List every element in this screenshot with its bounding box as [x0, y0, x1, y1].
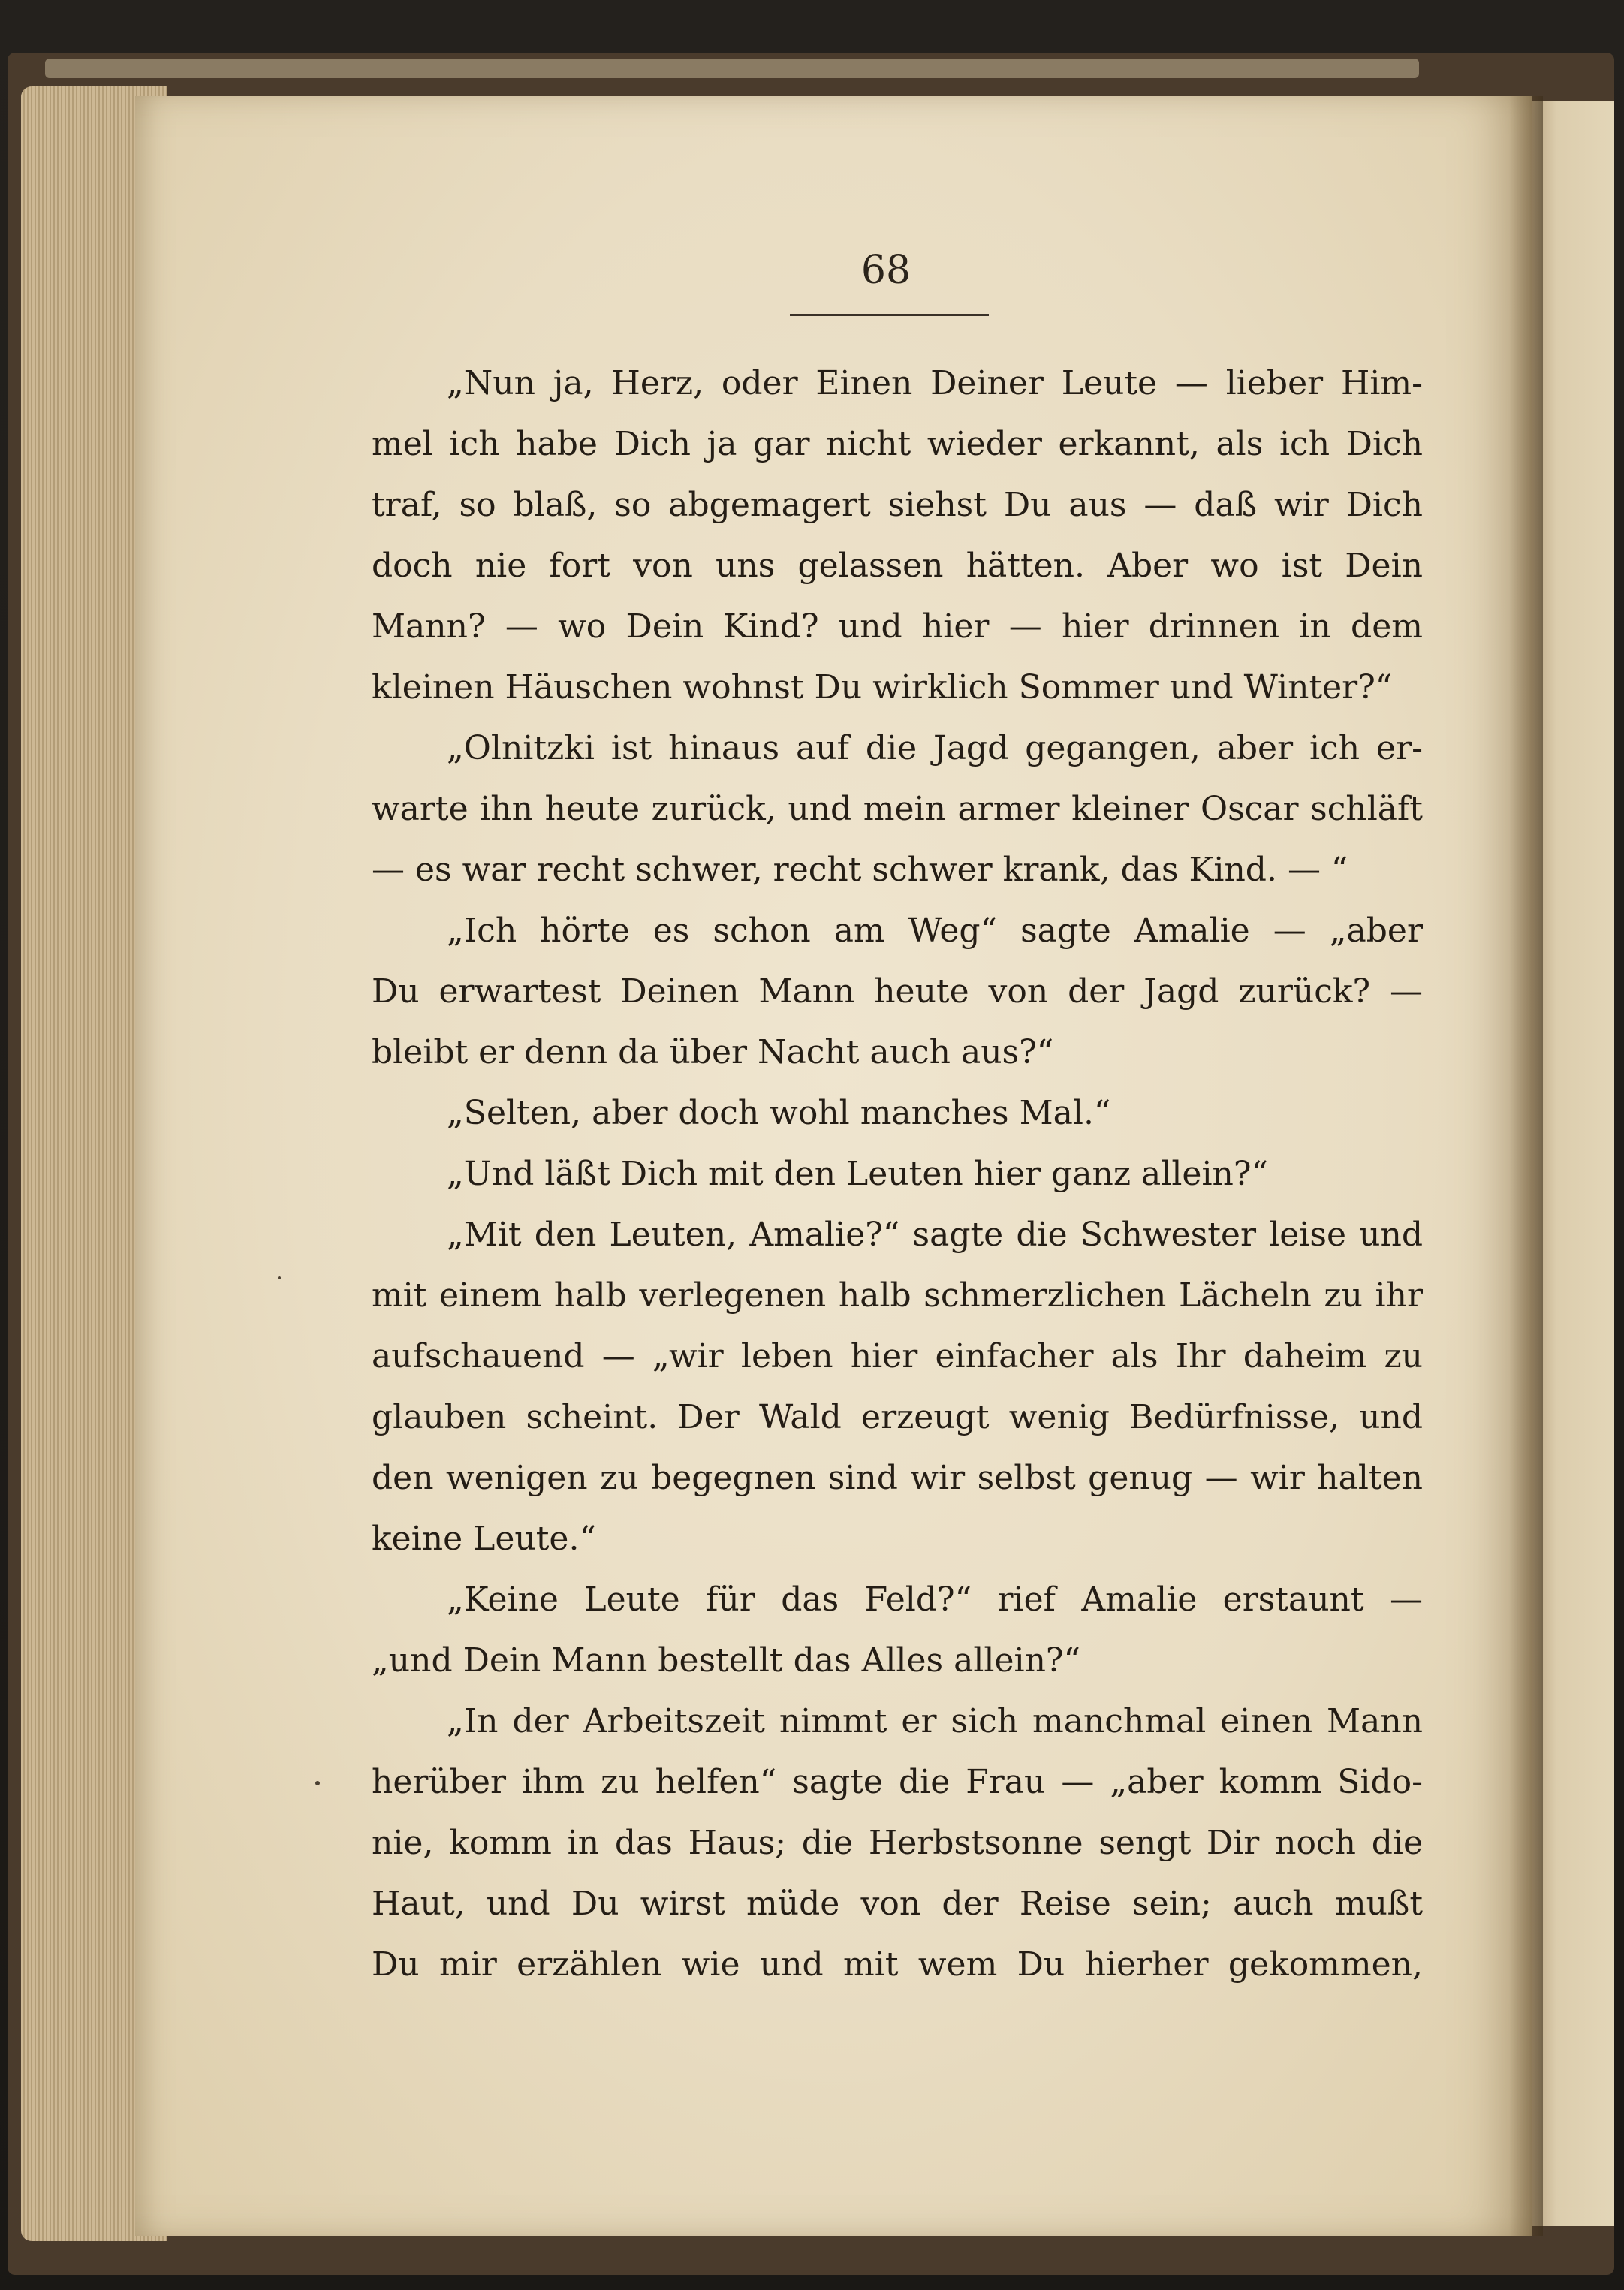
text-line: herüber ihm zu helfen“ sagte die Frau — „aber komm Sido- — [372, 1763, 1423, 1801]
text-line: nie, komm in das Haus; die Herbstsonne sengt Dir noch die — [372, 1824, 1423, 1862]
text-line: mit einem halb verlegenen halb schmerzlichen Lächeln zu ihr — [372, 1276, 1423, 1315]
body-text — [372, 353, 1423, 1995]
text-line: warte ihn heute zurück, und mein armer kleiner Oscar schläft — [372, 790, 1423, 828]
text-line: — es war recht schwer, recht schwer krank, das Kind. — “ — [372, 851, 1348, 889]
header-rule — [790, 314, 989, 316]
text-line: kleinen Häuschen wohnst Du wirklich Sommer und Winter?“ — [372, 668, 1393, 707]
text-line: „und Dein Mann bestellt das Alles allein?“ — [372, 1641, 1081, 1680]
text-line: bleibt er denn da über Nacht auch aus?“ — [372, 1033, 1054, 1071]
text-line: Haut, und Du wirst müde von der Reise sein; auch mußt — [372, 1885, 1423, 1923]
page-number: 68 — [860, 248, 911, 293]
ink-speck — [315, 1781, 320, 1785]
text-line: „Ich hörte es schon am Weg“ sagte Amalie — „aber — [447, 911, 1423, 950]
text-line: doch nie fort von uns gelassen hätten. Aber wo ist Dein — [372, 547, 1423, 585]
text-line: „Nun ja, Herz, oder Einen Deiner Leute — lieber Him- — [447, 364, 1423, 402]
text-line: Du erwartest Deinen Mann heute von der Jagd zurück? — — [372, 972, 1423, 1011]
text-line: „Olnitzki ist hinaus auf die Jagd gegangen, aber ich er- — [447, 729, 1423, 767]
text-line: keine Leute.“ — [372, 1520, 596, 1558]
text-line: Mann? — wo Dein Kind? und hier — hier drinnen in dem — [372, 607, 1423, 646]
text-line: „Und läßt Dich mit den Leuten hier ganz allein?“ — [447, 1155, 1268, 1193]
page-gutter-shadow — [1509, 96, 1543, 2236]
text-line: „Selten, aber doch wohl manches Mal.“ — [447, 1094, 1111, 1132]
text-line: aufschauend — „wir leben hier einfacher als Ihr daheim zu — [372, 1337, 1423, 1376]
text-line: den wenigen zu begegnen sind wir selbst genug — wir halten — [372, 1459, 1423, 1497]
text-line: traf, so blaß, so abgemagert siehst Du aus — daß wir Dich — [372, 486, 1423, 524]
text-line: „Mit den Leuten, Amalie?“ sagte die Schwester leise und — [447, 1216, 1423, 1254]
text-line: „In der Arbeitszeit nimmt er sich manchmal einen Mann — [447, 1702, 1423, 1740]
text-line: mel ich habe Dich ja gar nicht wieder erkannt, als ich Dich — [372, 425, 1423, 463]
text-line: „Keine Leute für das Feld?“ rief Amalie erstaunt — — [447, 1580, 1423, 1619]
cover-edge — [45, 59, 1419, 78]
facing-page-edge — [1532, 101, 1614, 2226]
text-line: Du mir erzählen wie und mit wem Du hierher gekommen, — [372, 1945, 1423, 1984]
ink-speck — [278, 1276, 281, 1279]
text-line: glauben scheint. Der Wald erzeugt wenig Bedürfnisse, und — [372, 1398, 1423, 1436]
